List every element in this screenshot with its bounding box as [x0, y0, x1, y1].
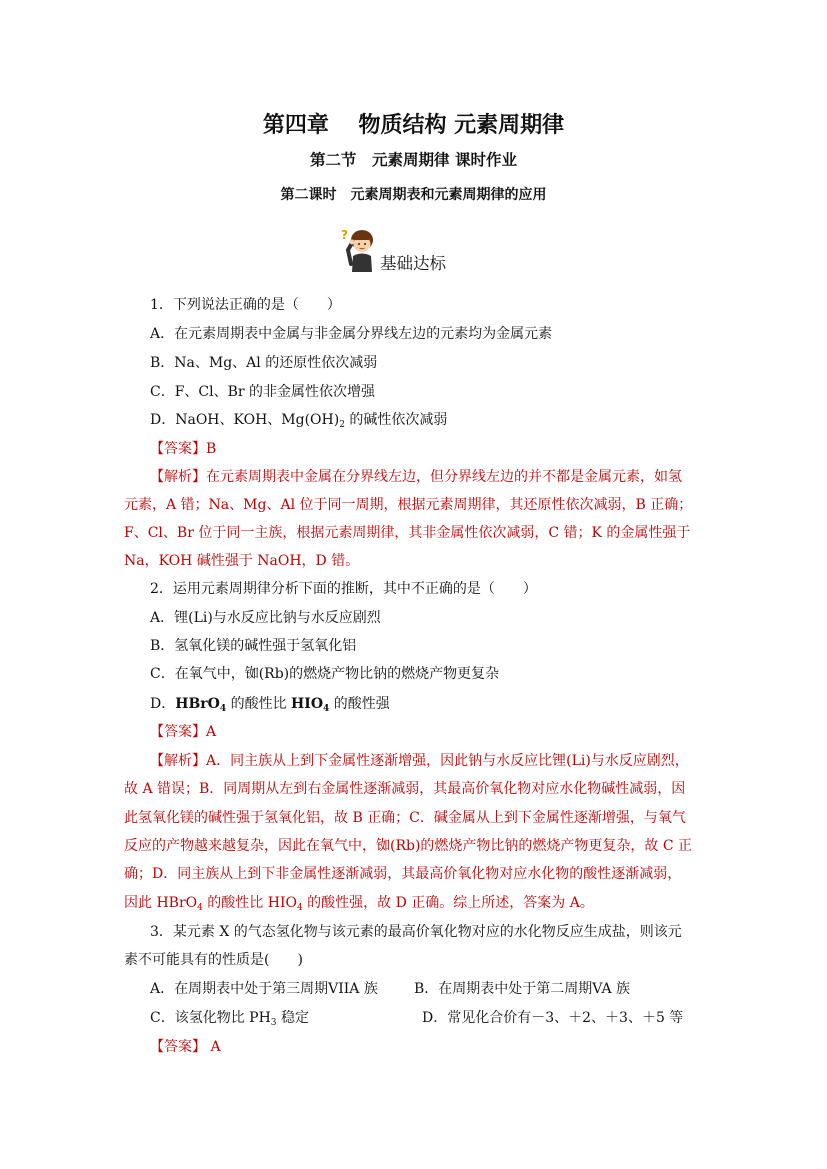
q2-option-c: C．在氧气中，铷(Rb)的燃烧产物比钠的燃烧产物更复杂: [150, 666, 500, 682]
q1-explanation-line: 【解析】在元素周期表中金属在分界线左边，但分界线左边的并不都是金属元素，如氢: [150, 469, 682, 485]
section-title: 第二节 元素周期律 课时作业: [310, 150, 517, 169]
q2-explanation-line: 【解析】A．同主族从上到下金属性逐渐增强，因此钠与水反应比锂(Li)与水反应剧烈，: [150, 753, 689, 769]
q2-option-d-pre: D．: [150, 696, 176, 712]
q1-option-d: [150, 410, 447, 430]
q3-answer-value: A: [206, 1039, 221, 1055]
formula-sub: 4: [296, 903, 303, 913]
q3-answer: [150, 1037, 221, 1057]
q1-explanation-line: F、Cl、Br 位于同一主族，根据元素周期律，其非金属性依次减弱，C 错；K 的金属性强于: [124, 525, 691, 541]
q1-option-a: A．在元素周期表中金属与非金属分界线左边的元素均为金属元素: [150, 326, 553, 342]
q3-stem: 3．某元素 X 的气态氢化物与该元素的最高价氧化物对应的水化物反应生成盐，则该元: [150, 924, 682, 940]
q2-explanation-line: 故 A 错误；B．同周期从左到右金属性逐渐减弱，其最高价氧化物对应水化物碱性减弱，因: [124, 781, 686, 797]
formula-hbro4: HBrO: [175, 696, 220, 712]
formula-sub: 4: [197, 903, 203, 913]
section-banner: [340, 226, 480, 272]
q1-option-b: B．Na、Mg、Al 的还原性依次减弱: [150, 355, 378, 371]
q1-option-d-post: 的碱性依次减弱: [344, 412, 448, 428]
q2-option-d: [150, 694, 390, 714]
q3-option-d: D．常见化合价有－3、＋2、＋3、＋5 等: [422, 1010, 684, 1026]
q3-option-c-post: 稳定: [276, 1010, 309, 1026]
q2-explanation-line: 此氢氧化镁的碱性强于氢氧化铝，故 B 正确；C．碱金属从上到下金属性逐渐增强，与氧气: [124, 810, 686, 826]
q2-option-d-post: 的酸性强: [329, 696, 390, 712]
q2-explanation-line: 确；D．同主族从上到下非金属性逐渐减弱，其最高价氧化物对应水化物的酸性逐渐减弱，: [124, 866, 682, 882]
q2-explanation-line: 反应的产物越来越复杂，因此在氧气中，铷(Rb)的燃烧产物比钠的燃烧产物更复杂，故 C 正: [124, 838, 693, 854]
q2-exp6-mid: 的酸性比 HIO: [202, 895, 297, 911]
q2-stem: 2．运用元素周期律分析下面的推断，其中不正确的是（ ）: [150, 581, 537, 597]
q2-option-a: A．锂(Li)与水反应比钠与水反应剧烈: [150, 610, 381, 626]
q3-stem-cont: 素不可能具有的性质是( ): [124, 952, 303, 968]
q1-option-c: C．F、Cl、Br 的非金属性依次增强: [150, 384, 376, 400]
q1-option-d-pre: D．NaOH、KOH、Mg(OH): [150, 412, 340, 428]
lesson-title: 第二课时 元素周期表和元素周期律的应用: [280, 187, 547, 203]
q3-option-a: A．在周期表中处于第三周期VIIA 族: [150, 981, 378, 997]
q1-explanation-line: Na，KOH 碱性强于 NaOH，D 错。: [124, 553, 360, 569]
q1-stem: 1．下列说法正确的是（ ）: [150, 297, 341, 313]
chapter-title: 第四章 物质结构 元素周期律: [262, 112, 565, 138]
q2-exp6-pre: 因此 HBrO: [124, 895, 198, 911]
q1-answer: 【答案】B: [150, 441, 217, 457]
q3-option-c: [150, 1008, 309, 1028]
q1-explanation-line: 元素，A 错；Na、Mg、Al 位于同一周期，根据元素周期律，其还原性依次减弱，B 正确；: [124, 497, 693, 513]
q1-option-d-sub: 2: [339, 420, 345, 430]
formula-sub: 4: [219, 704, 227, 714]
thinking-boy-icon: [340, 226, 380, 272]
formula-hio4: HIO: [291, 696, 324, 712]
svg-text:?: ?: [341, 228, 348, 242]
q3-option-c-pre: C．该氢化物比 PH: [150, 1010, 271, 1026]
formula-sub: 3: [270, 1018, 277, 1028]
q2-exp6-post: 的酸性强，故 D 正确。综上所述，答案为 A。: [302, 895, 594, 911]
banner-label: 基础达标: [380, 254, 446, 273]
q2-option-b: B．氢氧化镁的碱性强于氢氧化铝: [150, 638, 357, 654]
formula-sub: 4: [323, 704, 330, 714]
q3-answer-label: 【答案】: [150, 1039, 206, 1055]
q2-answer: 【答案】A: [150, 724, 217, 740]
q2-option-d-mid: 的酸性比: [226, 696, 292, 712]
q2-explanation-line: [124, 893, 594, 913]
q3-option-b: B．在周期表中处于第二周期VA 族: [414, 981, 631, 997]
